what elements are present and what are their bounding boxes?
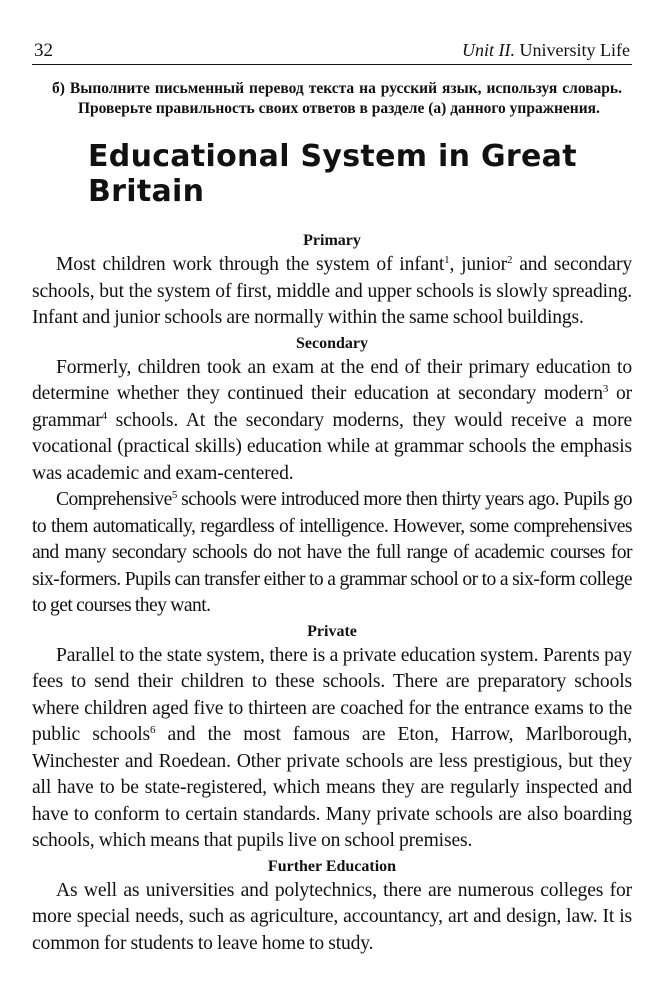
book-page <box>32 38 632 957</box>
text-run: or grammar <box>32 383 632 431</box>
footnote-ref: 3 <box>602 383 609 395</box>
text-run: schools were introduced more then thirty years ago. Pupils go to them automatically, regardless of intelligence. However, some comprehensives and many secondary schools do not have the full range of academic courses for six-formers. Pupils can transfer either to a grammar school or to a six-form college to get courses they want. <box>32 489 632 616</box>
footnote-ref: 4 <box>101 409 108 422</box>
paragraph-private <box>32 643 632 855</box>
footnote-ref: 6 <box>150 724 156 736</box>
paragraph-secondary-2 <box>32 487 632 620</box>
text-run: Formerly, children took an exam at the end of their primary education to determine whether they continued their education at secondary modern <box>32 356 632 404</box>
paragraph-secondary-1 <box>32 355 632 488</box>
unit-label: Unit II. <box>462 40 516 60</box>
page-number: 32 <box>34 40 53 61</box>
text-run: schools. At the secondary moderns, they would receive a more vocational (practical skills) education while at grammar schools the emphasis was academic and exam-centered. <box>32 409 632 484</box>
text-run: Comprehensive <box>56 489 172 510</box>
footnote-ref: 2 <box>507 254 513 266</box>
paragraph-further-education: As well as universities and polytechnics, there are numerous colleges for more special needs, such as agriculture, accountancy, art and design, law. It is common for students to leave home to study. <box>32 879 632 954</box>
article-title: Educational System in Great Britain <box>88 139 577 209</box>
section-heading-primary: Primary <box>303 232 361 249</box>
footnote-ref: 5 <box>171 489 177 501</box>
task-marker: б) <box>52 80 65 97</box>
text-run: and secondary schools, but the system of first, middle and upper schools is slowly spreading. Infant and junior schools are normally within the same school buildings. <box>32 254 632 328</box>
section-heading-further-education: Further Education <box>267 857 397 875</box>
section-heading-private: Private <box>307 622 357 640</box>
text-run: and the most famous are Eton, Harrow, Marlborough, Winchester and Roedean. Other private schools are less prestigious, but they all have to be state-registered, which means they are regularly inspected and have to conform to certain standards. Many private schools are also boarding schools, which means that pupils live on school premises. <box>32 724 632 851</box>
running-header <box>32 38 632 65</box>
text-run: Parallel to the state system, there is a private education system. Parents pay fees to send their children to these schools. There are preparatory schools where children aged five to thirteen are coached for the entrance exams to the public schools <box>32 644 632 745</box>
task-instruction <box>52 79 622 119</box>
task-text: Выполните письменный перевод текста на русский язык, используя словарь. Проверьте правильность своих ответов в разделе (а) данного упражнения. <box>69 80 622 117</box>
text-run: Most children work through the system of infant <box>56 254 445 275</box>
unit-name: University Life <box>519 40 630 60</box>
footnote-ref: 1 <box>444 254 450 266</box>
text-run: , junior <box>449 254 507 275</box>
section-heading-secondary: Secondary <box>296 334 368 352</box>
paragraph-primary <box>32 252 632 332</box>
unit-title <box>462 40 630 61</box>
